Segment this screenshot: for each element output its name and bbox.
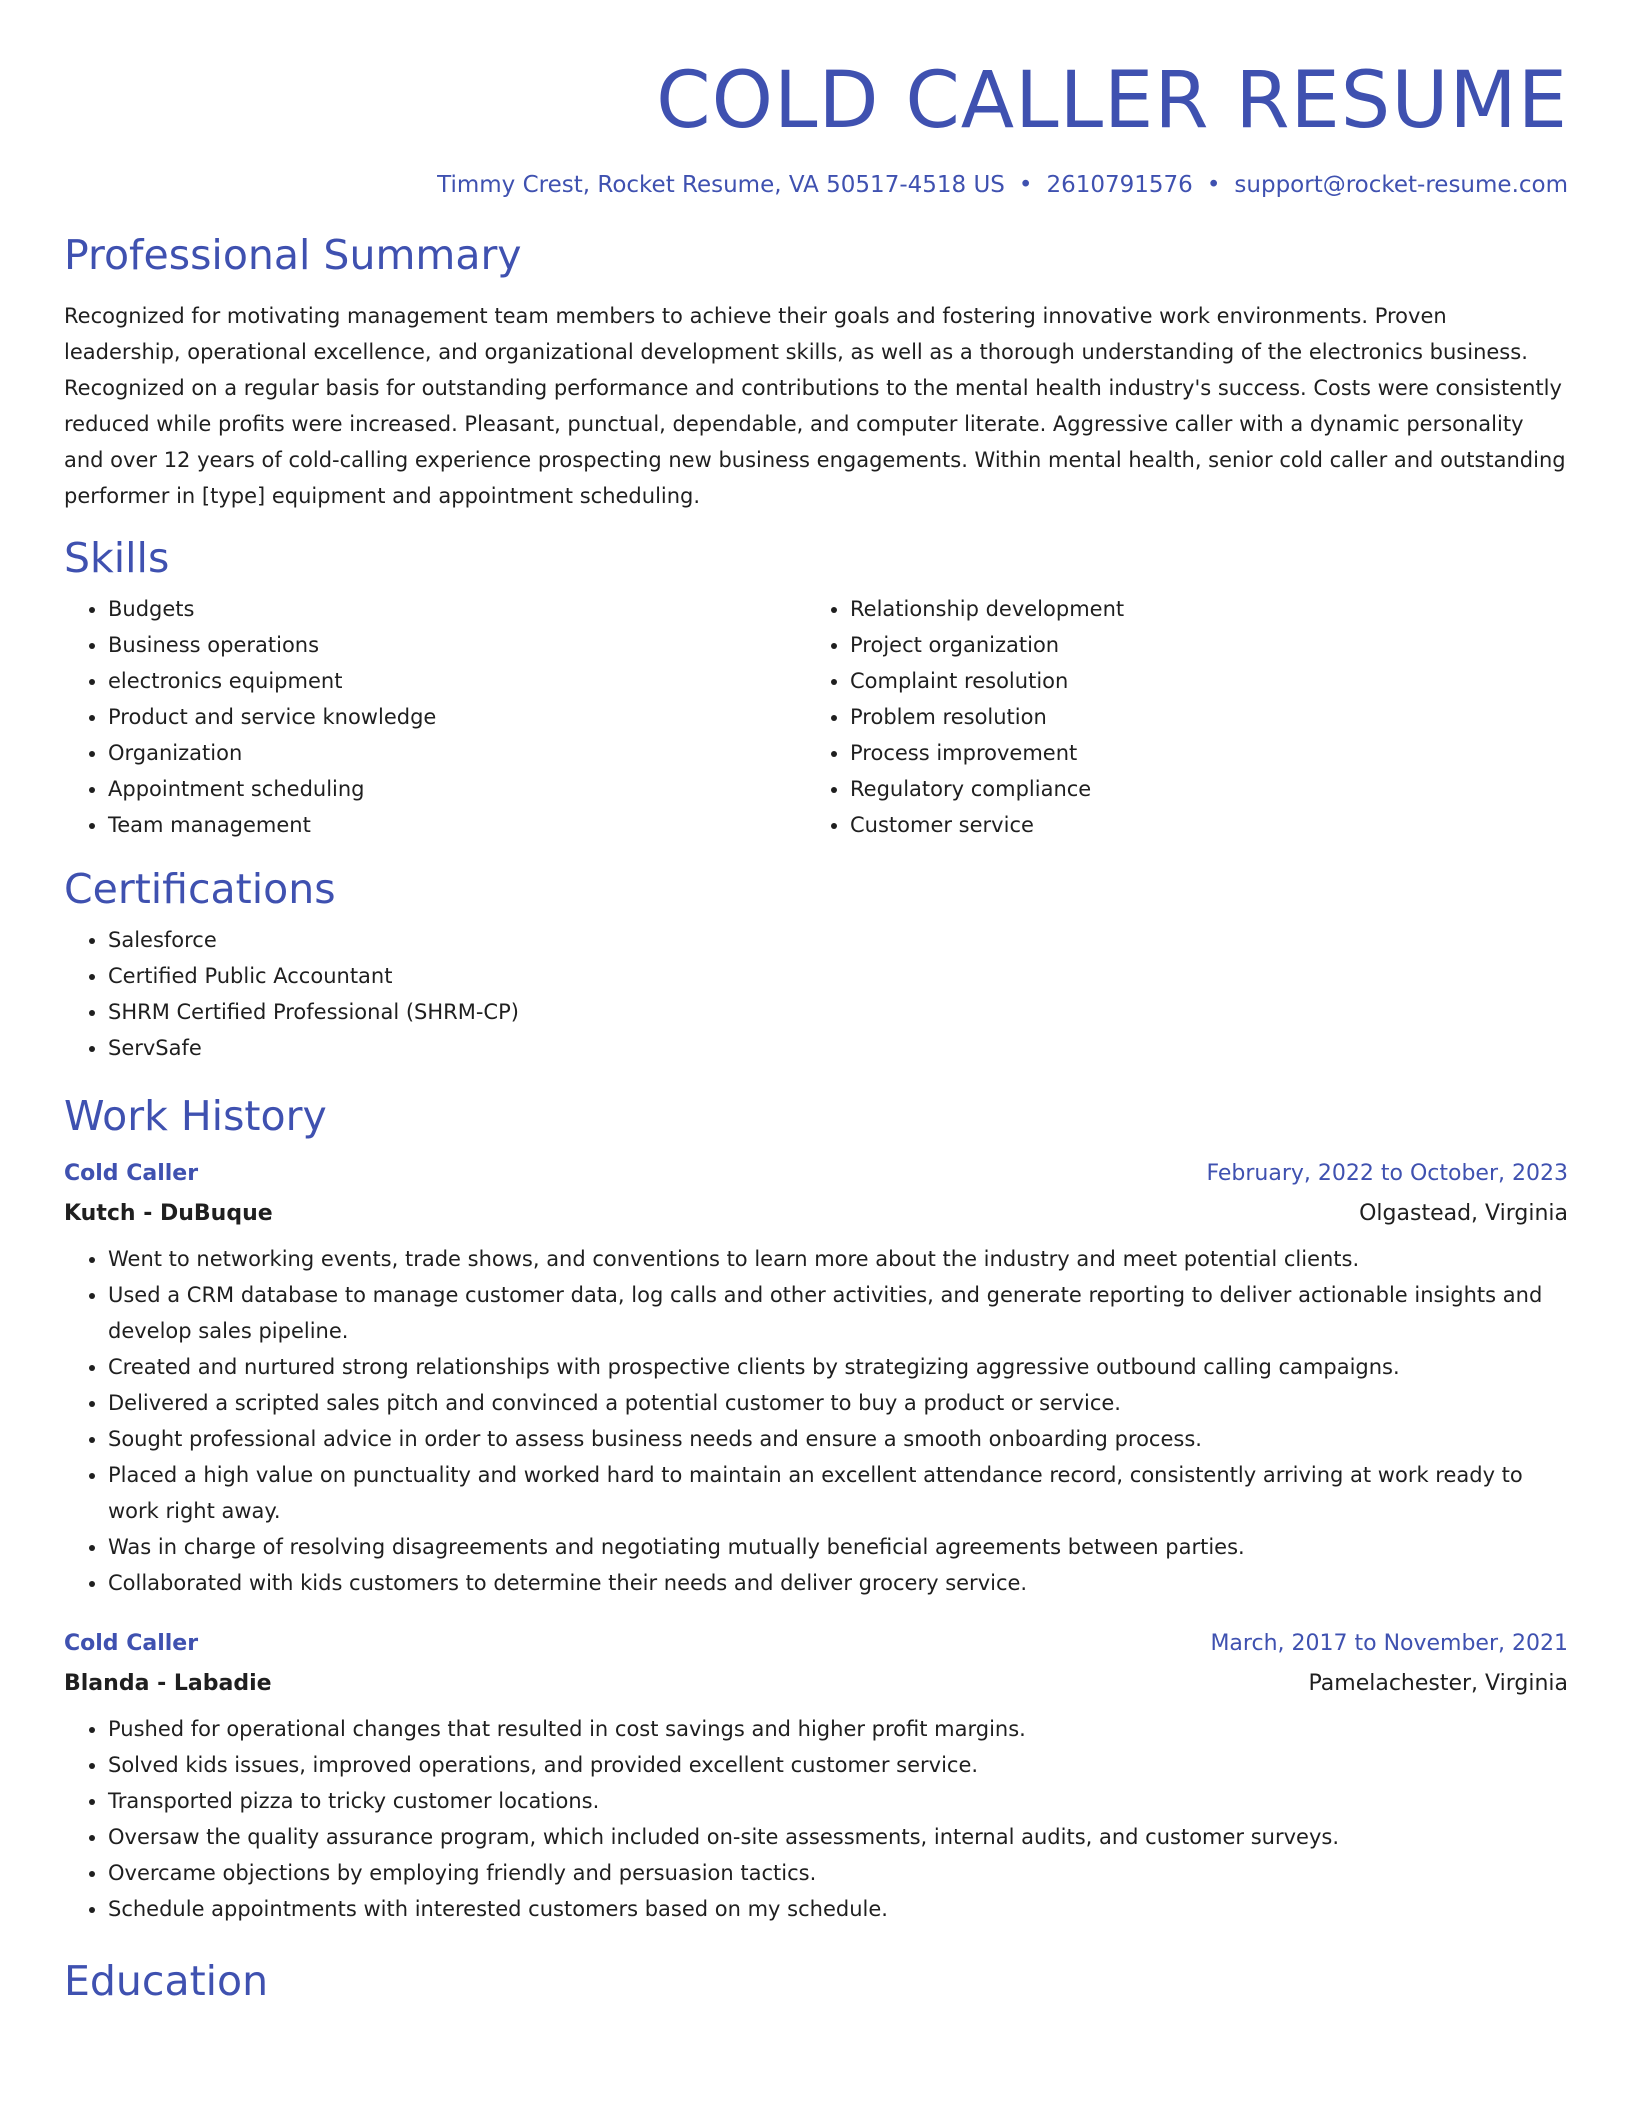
summary-text: Recognized for motivating management team members to achieve their goals and fostering innovative work environments. Proven leadership, operational excellence, and organizational development skills, as well as a thorough understanding of the electronics business. Recognized on a regular basis for outstanding performance and contributions to the mental health industry's success. Costs were consistently reduced while profits were increased. Pleasant, punctual, dependable, and computer literate. Aggressive caller with a dynamic personality and over 12 years of cold-calling experience prospecting new business engagements. Within mental health, senior cold caller and outstanding performer in [type] equipment and appointment scheduling. <box>64 304 1566 508</box>
skill-item: • Problem resolution <box>850 699 1548 735</box>
skill-item: • Appointment scheduling <box>108 771 806 807</box>
job-title: Cold Caller <box>64 1161 199 1186</box>
job-bullet: • Placed a high value on punctuality and worked hard to maintain an excellent attendance record, consistently arriving at work ready to work right away. <box>108 1457 1568 1529</box>
summary-heading: Professional Summary <box>64 231 522 279</box>
job-bullet: • Collaborated with kids customers to determine their needs and deliver grocery service. <box>108 1565 1568 1601</box>
contact-separator: • <box>1206 172 1221 198</box>
job-company: Blanda - Labadie <box>64 1671 272 1696</box>
skill-item: • Budgets <box>108 591 806 627</box>
skills-list <box>64 591 1568 843</box>
certification-item: • SHRM Certified Professional (SHRM-CP) <box>108 994 1568 1030</box>
contact-email: support@rocket-resume.com <box>1234 172 1568 198</box>
job-bullets <box>64 1711 1568 1927</box>
job-company-row <box>64 1673 1568 1695</box>
work-history-heading: Work History <box>64 1092 327 1140</box>
skill-item: • Regulatory compliance <box>850 771 1548 807</box>
job-dates: March, 2017 to November, 2021 <box>1210 1631 1568 1656</box>
job-bullet: • Transported pizza to tricky customer locations. <box>108 1783 1568 1819</box>
skill-item: • Team management <box>108 807 806 843</box>
job-title-row <box>64 1633 1568 1655</box>
job-bullet: • Pushed for operational changes that resulted in cost savings and higher profit margins. <box>108 1711 1568 1747</box>
job-bullet: • Created and nurtured strong relationships with prospective clients by strategizing aggressive outbound calling campaigns. <box>108 1349 1568 1385</box>
job-bullet: • Used a CRM database to manage customer data, log calls and other activities, and generate reporting to deliver actionable insights and develop sales pipeline. <box>108 1277 1568 1349</box>
skills-left-list <box>64 591 806 843</box>
skill-item: • electronics equipment <box>108 663 806 699</box>
job-bullet: • Schedule appointments with interested customers based on my schedule. <box>108 1891 1568 1927</box>
job-title-row <box>64 1163 1568 1185</box>
job-bullet: • Overcame objections by employing friendly and persuasion tactics. <box>108 1855 1568 1891</box>
job-dates: February, 2022 to October, 2023 <box>1206 1161 1568 1186</box>
contact-address: Timmy Crest, Rocket Resume, VA 50517-4518 US <box>437 172 1005 198</box>
job-bullet: • Oversaw the quality assurance program, which included on-site assessments, internal audits, and customer surveys. <box>108 1819 1568 1855</box>
job-location: Olgastead, Virginia <box>1359 1201 1568 1226</box>
skills-column-left <box>64 591 806 843</box>
skill-item: • Business operations <box>108 627 806 663</box>
job-bullet: • Solved kids issues, improved operations, and provided excellent customer service. <box>108 1747 1568 1783</box>
skill-item: • Project organization <box>850 627 1548 663</box>
skill-item: • Process improvement <box>850 735 1548 771</box>
certifications-heading: Certifications <box>64 865 336 913</box>
skill-item: • Relationship development <box>850 591 1548 627</box>
certification-item: • Certified Public Accountant <box>108 958 1568 994</box>
contact-line <box>64 174 1568 197</box>
skills-column-right <box>806 591 1548 843</box>
certification-item: • ServSafe <box>108 1030 1568 1066</box>
skill-item: • Organization <box>108 735 806 771</box>
job-company: Kutch - DuBuque <box>64 1201 273 1226</box>
job-bullet: • Sought professional advice in order to assess business needs and ensure a smooth onboarding process. <box>108 1421 1568 1457</box>
skills-right-list <box>806 591 1548 843</box>
contact-phone: 2610791576 <box>1046 172 1193 198</box>
certification-item: • Salesforce <box>108 922 1568 958</box>
contact-separator: • <box>1018 172 1033 198</box>
skill-item: • Complaint resolution <box>850 663 1548 699</box>
job-bullets <box>64 1241 1568 1601</box>
job-location: Pamelachester, Virginia <box>1308 1671 1568 1696</box>
job-title: Cold Caller <box>64 1631 199 1656</box>
education-heading: Education <box>64 1957 269 2005</box>
skill-item: • Customer service <box>850 807 1548 843</box>
job-bullet: • Went to networking events, trade shows, and conventions to learn more about the industry and meet potential clients. <box>108 1241 1568 1277</box>
job-entry <box>64 1633 1568 1927</box>
job-company-row <box>64 1203 1568 1225</box>
skills-heading: Skills <box>64 534 170 582</box>
resume-title: COLD CALLER RESUME <box>656 56 1568 146</box>
certifications-list <box>64 922 1568 1066</box>
skill-item: • Product and service knowledge <box>108 699 806 735</box>
job-bullet: • Delivered a scripted sales pitch and convinced a potential customer to buy a product or service. <box>108 1385 1568 1421</box>
job-bullet: • Was in charge of resolving disagreements and negotiating mutually beneficial agreements between parties. <box>108 1529 1568 1565</box>
job-entry <box>64 1163 1568 1601</box>
